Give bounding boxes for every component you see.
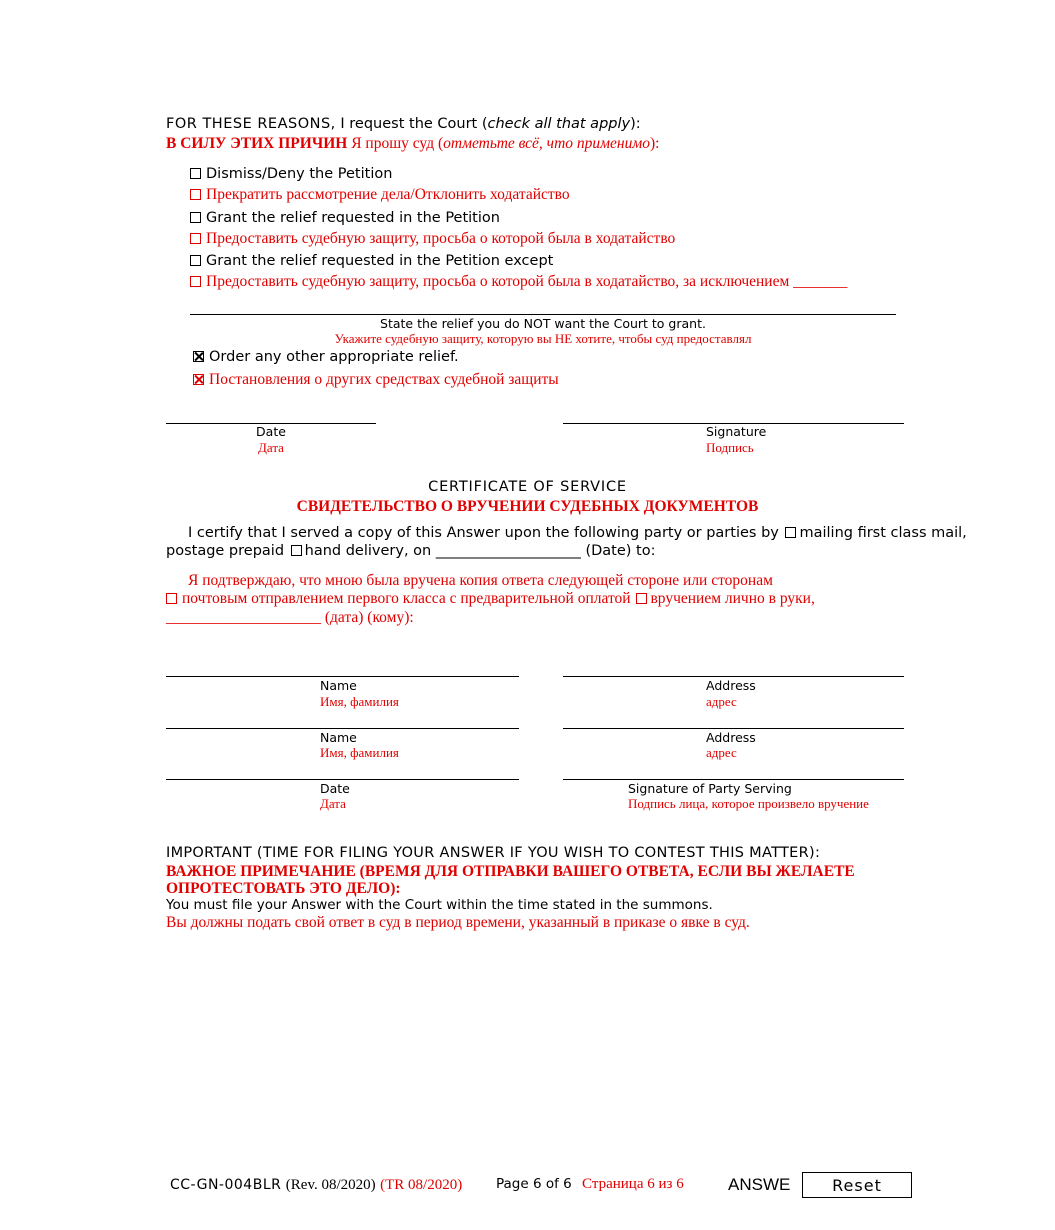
- name-line-2[interactable]: [166, 728, 519, 729]
- hand-delivery-checkbox[interactable]: [291, 545, 302, 556]
- address-label-ru-2: адрес: [706, 745, 737, 760]
- important-heading-ru-1: ВАЖНОЕ ПРИМЕЧАНИЕ (ВРЕМЯ ДЛЯ ОТПРАВКИ ВАШЕГО ОТВЕТА, ЕСЛИ ВЫ ЖЕЛАЕТЕ: [166, 863, 855, 880]
- dismiss-checkbox[interactable]: [190, 168, 201, 179]
- dismiss-checkbox-ru[interactable]: [190, 189, 201, 200]
- option-dismiss[interactable]: Dismiss/Deny the Petition: [190, 166, 392, 182]
- important-body-en: You must file your Answer with the Court within the time stated in the summons.: [166, 897, 713, 913]
- certificate-title-ru: СВИДЕТЕЛЬСТВО О ВРУЧЕНИИ СУДЕБНЫХ ДОКУМЕНТОВ: [296, 498, 759, 515]
- other-relief-checkbox[interactable]: [193, 351, 204, 362]
- reasons-heading-en: FOR THESE REASONS, I request the Court (check all that apply):: [166, 116, 641, 132]
- option-grant[interactable]: Grant the relief requested in the Petition: [190, 210, 500, 226]
- certify-ru-line-1: Я подтверждаю, что мною была вручена копия ответа следующей стороне или сторонам: [188, 572, 773, 589]
- address-label-en: Address: [706, 678, 756, 693]
- option-other-relief[interactable]: Order any other appropriate relief.: [193, 349, 459, 365]
- service-date-line[interactable]: [166, 779, 519, 780]
- mail-checkbox-ru[interactable]: [166, 593, 177, 604]
- except-caption-en: State the relief you do NOT want the Court to grant.: [380, 316, 706, 331]
- grant-checkbox-ru[interactable]: [190, 233, 201, 244]
- address-label-en-2: Address: [706, 730, 756, 745]
- mail-checkbox[interactable]: [785, 527, 796, 538]
- address-label-ru: адрес: [706, 694, 737, 709]
- certify-ru-line-2: почтовым отправлением первого класса с предварительной оплатой вручением лично в руки,: [166, 590, 815, 608]
- grant-except-checkbox[interactable]: [190, 255, 201, 266]
- name-line-1[interactable]: [166, 676, 519, 677]
- important-heading-en: IMPORTANT (TIME FOR FILING YOUR ANSWER IF YOU WISH TO CONTEST THIS MATTER):: [166, 845, 821, 861]
- important-heading-ru-2: ОПРОТЕСТОВАТЬ ЭТО ДЕЛО):: [166, 880, 401, 897]
- signature-label-en: Signature: [706, 424, 767, 439]
- grant-checkbox[interactable]: [190, 212, 201, 223]
- name-label-en-2: Name: [320, 730, 357, 745]
- option-grant-except-ru[interactable]: Предоставить судебную защиту, просьба о которой была в ходатайство, за исключением _______: [190, 273, 847, 291]
- serving-signature-label-en: Signature of Party Serving: [628, 781, 792, 796]
- signature-label-ru: Подпись: [706, 440, 754, 455]
- certify-ru-line-3: ____________________ (дата) (кому):: [166, 609, 414, 626]
- name-label-ru-2: Имя, фамилия: [320, 745, 399, 760]
- important-body-ru: Вы должны подать свой ответ в суд в период времени, указанный в приказе о явке в суд.: [166, 914, 750, 931]
- serving-signature-label-ru: Подпись лица, которое произвело вручение: [628, 796, 869, 811]
- option-grant-ru[interactable]: Предоставить судебную защиту, просьба о которой была в ходатайство: [190, 230, 675, 248]
- footer-page: Page 6 of 6 Страница 6 из 6: [496, 1176, 684, 1192]
- footer-form-id: CC-GN-004BLR (Rev. 08/2020) (TR 08/2020): [170, 1177, 463, 1193]
- reasons-heading-ru: В СИЛУ ЭТИХ ПРИЧИН Я прошу суд (отметьте всё, что применимо):: [166, 135, 660, 152]
- certify-line-2: postage prepaid hand delivery, on ____________________ (Date) to:: [166, 543, 656, 559]
- footer-doc-label: ANSWE: [728, 1175, 791, 1194]
- address-line-2[interactable]: [563, 728, 904, 729]
- hand-delivery-checkbox-ru[interactable]: [636, 593, 647, 604]
- service-date-label-en: Date: [320, 781, 350, 796]
- name-label-en: Name: [320, 678, 357, 693]
- option-grant-except[interactable]: Grant the relief requested in the Petition except: [190, 253, 553, 269]
- certificate-title-en: CERTIFICATE OF SERVICE: [428, 479, 627, 495]
- grant-except-checkbox-ru[interactable]: [190, 276, 201, 287]
- name-label-ru: Имя, фамилия: [320, 694, 399, 709]
- except-caption-ru: Укажите судебную защиту, которую вы НЕ хотите, чтобы суд предоставлял: [334, 331, 752, 346]
- service-date-label-ru: Дата: [320, 796, 346, 811]
- other-relief-checkbox-ru[interactable]: [193, 374, 204, 385]
- serving-signature-line[interactable]: [563, 779, 904, 780]
- date-label-ru: Дата: [258, 440, 284, 455]
- address-line-1[interactable]: [563, 676, 904, 677]
- reset-button[interactable]: Reset: [802, 1172, 912, 1198]
- date-label-en: Date: [256, 424, 286, 439]
- option-other-relief-ru[interactable]: Постановления о других средствах судебной защиты: [193, 371, 559, 389]
- certify-line-1: I certify that I served a copy of this Answer upon the following party or parties by mailing first class mail,: [188, 525, 967, 541]
- except-field-line[interactable]: [190, 314, 896, 315]
- option-dismiss-ru[interactable]: Прекратить рассмотрение дела/Отклонить ходатайство: [190, 186, 570, 204]
